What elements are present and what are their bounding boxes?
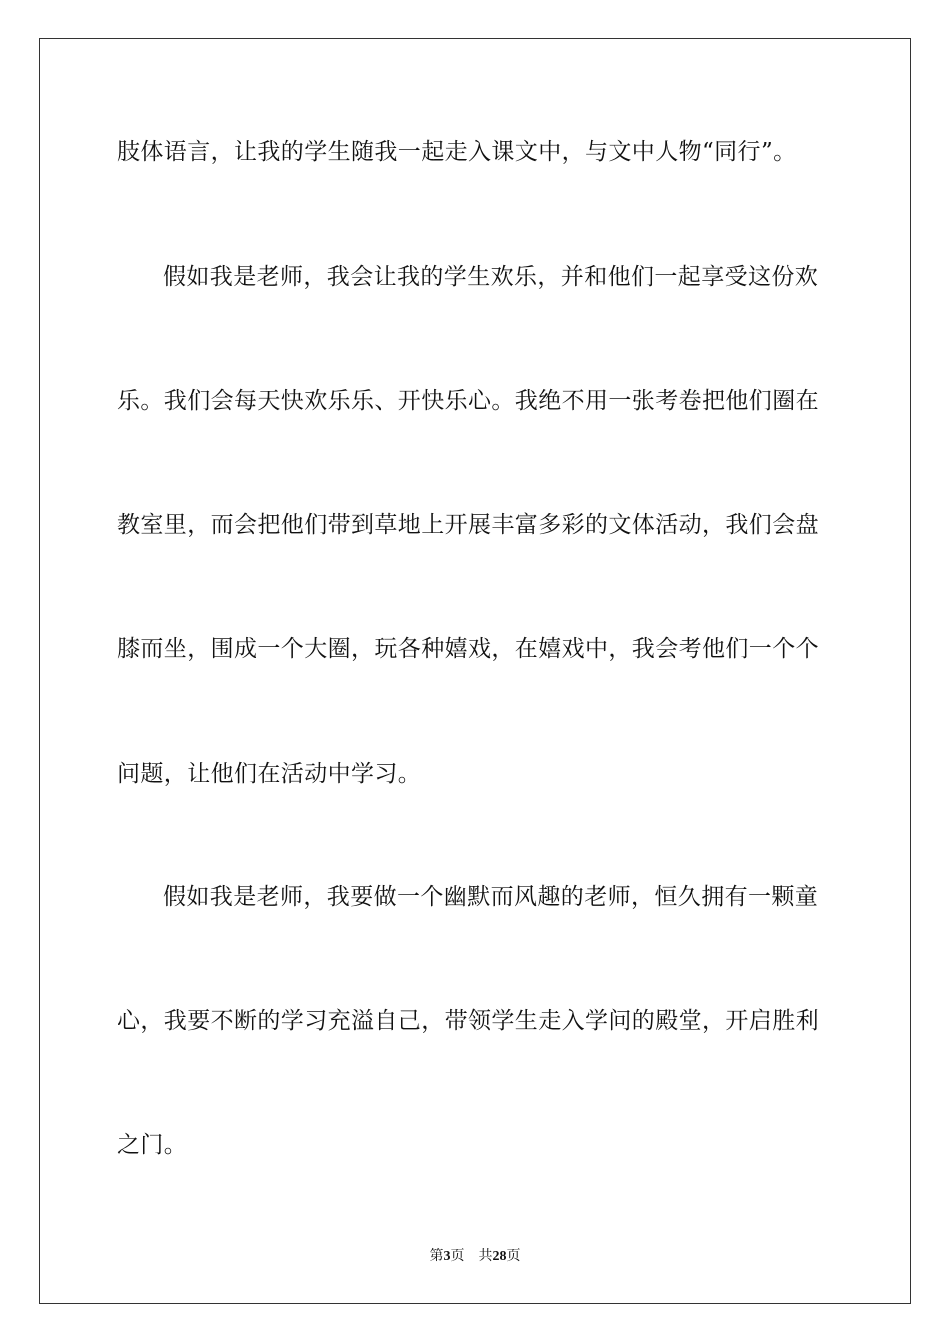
text-line: 肢体语言，让我的学生随我一起走入课文中，与文中人物“同行”。 <box>117 139 797 165</box>
total-page-count: 28 <box>492 1249 507 1264</box>
page-prefix: 第 <box>429 1249 444 1264</box>
page-suffix: 页 <box>450 1249 465 1264</box>
text-line: 之门。 <box>117 1132 188 1158</box>
total-suffix: 页 <box>506 1249 521 1264</box>
paragraph-start-line: 假如我是老师，我要做一个幽默而风趣的老师，恒久拥有一颗童 <box>163 884 819 910</box>
text-line: 问题，让他们在活动中学习。 <box>117 761 422 787</box>
page-border <box>39 38 911 1304</box>
paragraph-start-line: 假如我是老师，我会让我的学生欢乐，并和他们一起享受这份欢 <box>163 264 819 290</box>
page-footer <box>0 1247 950 1267</box>
text-line: 心，我要不断的学习充溢自己，带领学生走入学问的殿堂，开启胜利 <box>117 1008 819 1034</box>
text-line: 膝而坐，围成一个大圈，玩各种嬉戏，在嬉戏中，我会考他们一个个 <box>117 636 819 662</box>
text-line: 教室里，而会把他们带到草地上开展丰富多彩的文体活动，我们会盘 <box>117 512 819 538</box>
text-line: 乐。我们会每天快欢乐乐、开快乐心。我绝不用一张考卷把他们圈在 <box>117 388 819 414</box>
total-prefix: 共 <box>478 1249 493 1264</box>
current-page-number: 3 <box>443 1249 451 1264</box>
